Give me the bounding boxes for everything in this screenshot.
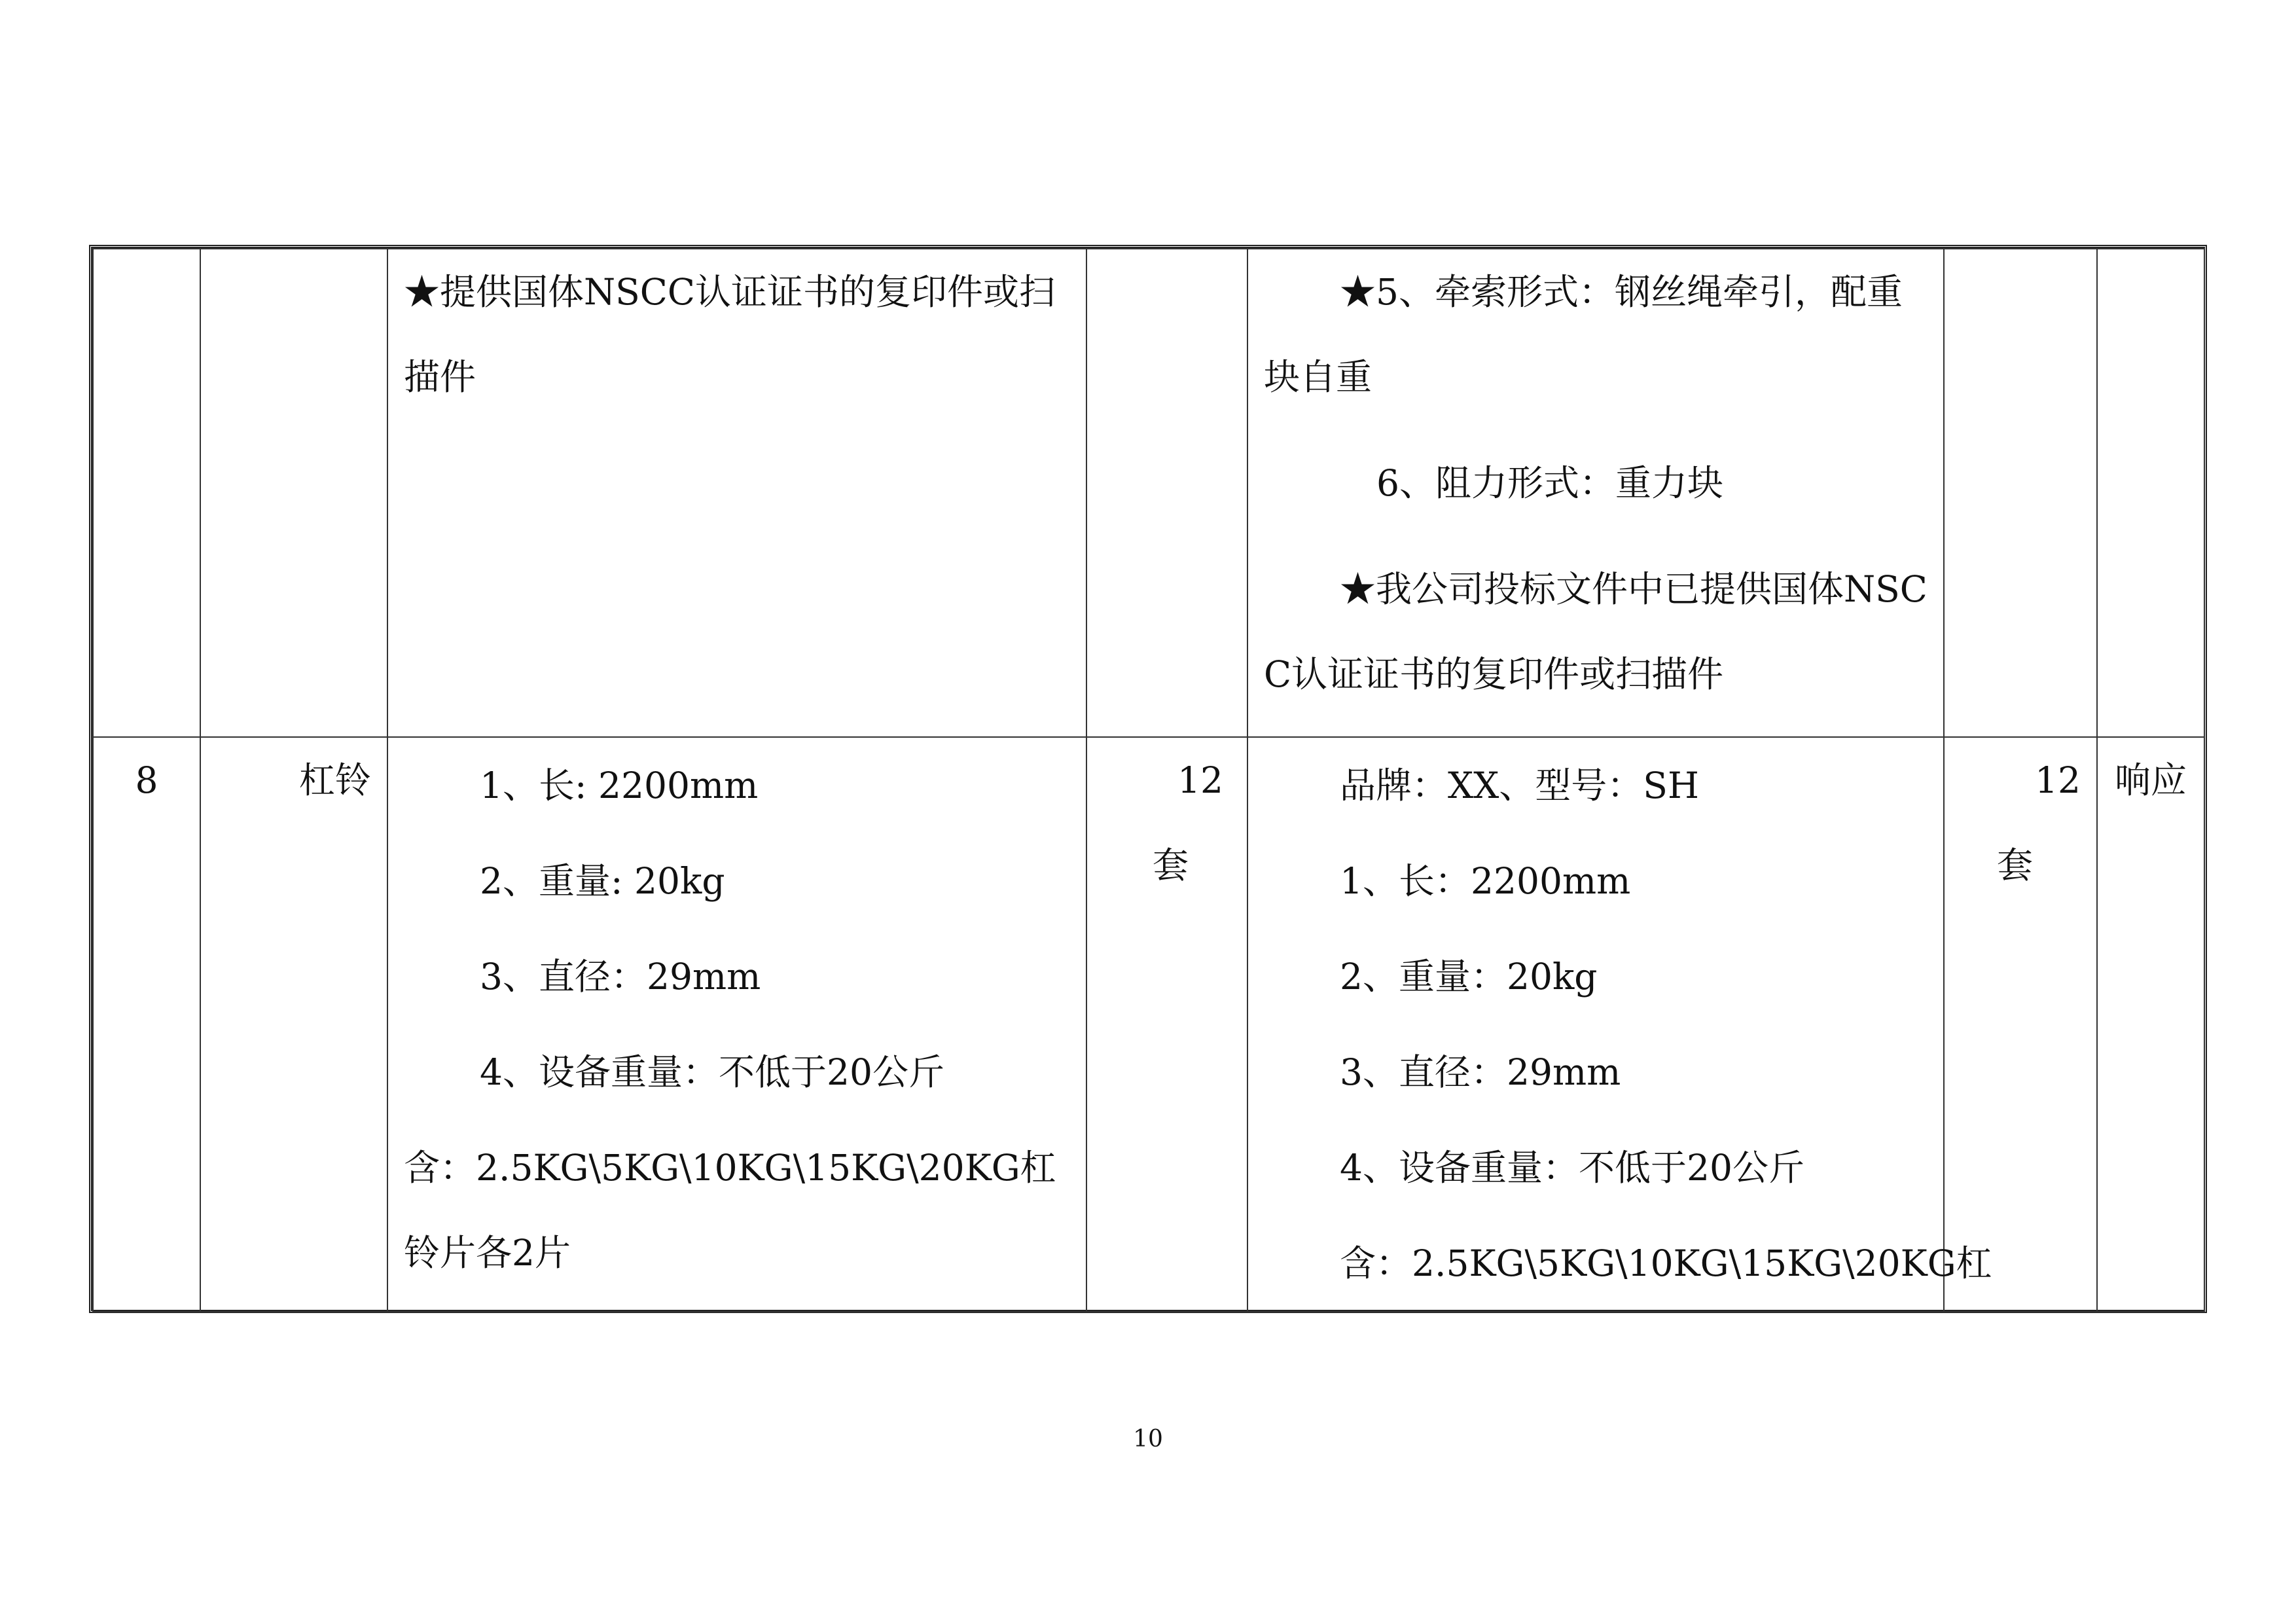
requirement-extra: 含：2.5KG\5KG\10KG\15KG\20KG杠铃片各2片 [404,1147,1056,1274]
table-row [93,737,2204,1312]
seq-cell [93,249,200,737]
requirement-cell [387,249,1086,737]
seq-number: 8 [135,759,158,801]
requirement-cell [387,737,1086,1312]
offer-cell [1247,249,1944,737]
item-name: 杠铃 [298,759,371,801]
offer-line: 品牌：XX、型号：SH [1340,765,1699,806]
response-cell [2097,249,2204,737]
offer-cell [1247,737,1992,1312]
response-text: 响应 [2114,759,2187,801]
requirement-line: 3、直径：29mm [480,956,761,998]
offer-qty-unit: 套 [1997,844,2034,886]
offer-line: ★5、牵索形式：钢丝绳牵引，配重块自重 [1264,271,1903,398]
page-number: 10 [1133,1426,1163,1453]
offer-line: 含：2.5KG\5KG\10KG\15KG\20KG杠 [1340,1242,1992,1284]
requirement-line: 2、重量: 20kg [480,860,725,902]
qty-unit: 套 [1153,844,1189,886]
offer-line: 3、直径：29mm [1340,1051,1621,1093]
table-row [93,249,2204,737]
qty-cell [1086,737,1247,1312]
requirement-paragraph: ★提供国体NSCC认证证书的复印件或扫描件 [404,271,1055,398]
offer-qty-number: 12 [2035,759,2081,801]
offer-line: 6、阻力形式：重力块 [1376,462,1723,504]
offer-line: 4、设备重量：不低于20公斤 [1340,1147,1804,1189]
qty-number: 12 [1177,759,1223,801]
offer-line: 2、重量：20kg [1340,956,1598,998]
qty-cell [1086,249,1247,737]
offer-line: 1、长：2200mm [1340,860,1631,902]
spec-table [92,248,2205,1312]
seq-cell [93,737,200,1312]
offer-line: ★我公司投标文件中已提供国体NSCC认证证书的复印件或扫描件 [1264,568,1928,695]
name-cell [200,737,387,1312]
response-cell [2097,737,2204,1312]
requirement-line: 1、长: 2200mm [480,765,759,806]
name-cell [200,249,387,737]
requirement-line: 4、设备重量：不低于20公斤 [480,1051,944,1093]
offer-qty-cell [1944,249,2097,737]
